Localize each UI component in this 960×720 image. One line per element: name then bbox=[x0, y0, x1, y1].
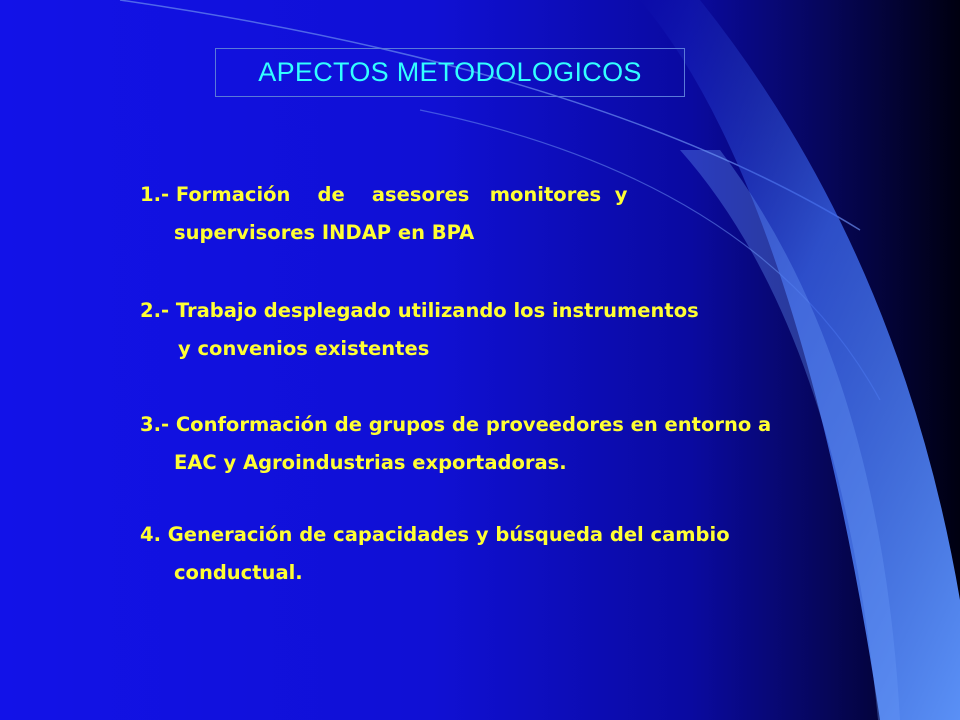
title-box bbox=[215, 48, 685, 97]
bullet-item-4-line2: conductual. bbox=[174, 561, 303, 584]
bullet-item-2-line1: 2.- Trabajo desplegado utilizando los instrumentos bbox=[140, 299, 699, 322]
bullet-item-4 bbox=[140, 516, 920, 592]
bullet-item-4-line1: 4. Generación de capacidades y búsqueda del cambio bbox=[140, 523, 730, 546]
bullet-item-1-line1: 1.- Formación de asesores monitores y bbox=[140, 183, 628, 206]
bullet-item-3-line2: EAC y Agroindustrias exportadoras. bbox=[174, 451, 567, 474]
bullet-item-1-line2: supervisores INDAP en BPA bbox=[174, 221, 475, 244]
bullet-item-2-line2: y convenios existentes bbox=[178, 337, 430, 360]
bullet-item-1 bbox=[140, 176, 920, 252]
bullet-item-2 bbox=[140, 292, 920, 368]
bullet-item-3-line1: 3.- Conformación de grupos de proveedores en entorno a bbox=[140, 413, 772, 436]
bullet-item-3 bbox=[140, 406, 920, 482]
slide-title: APECTOS METODOLOGICOS bbox=[258, 57, 642, 87]
